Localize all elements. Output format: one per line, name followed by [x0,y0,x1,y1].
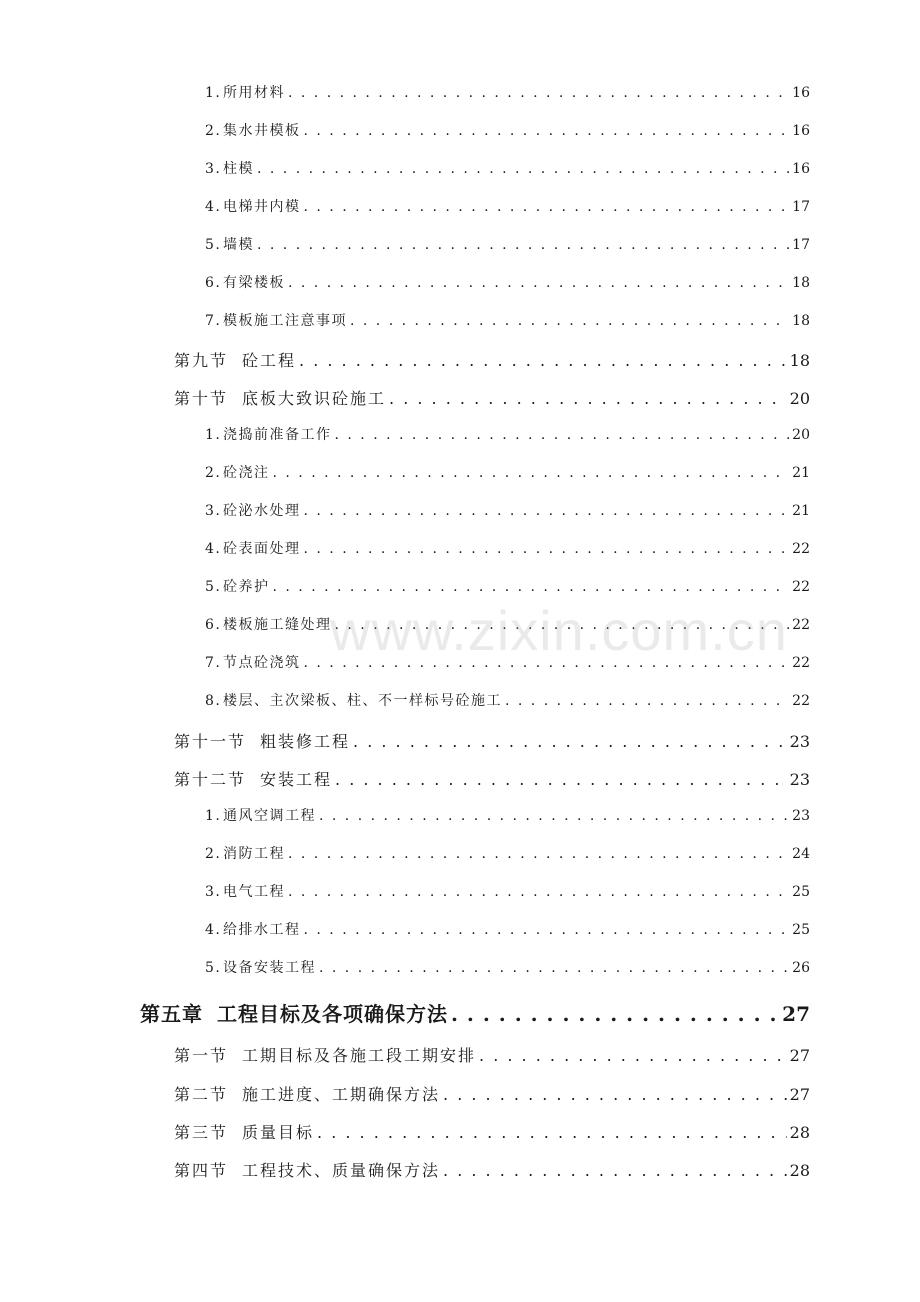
toc-entry-label [205,614,332,634]
dot-leader [304,503,790,519]
toc-entry-page-number: 27 [789,1085,810,1104]
dot-leader [273,579,790,595]
dot-leader [288,85,789,101]
toc-entry-number: 1. [205,85,222,101]
toc-entry-page-number: 20 [792,427,810,443]
toc-entry-number: 3. [205,161,222,177]
toc-entry-label [205,196,301,216]
toc-entry-title: 砼工程 [242,351,297,370]
dot-leader [335,427,790,443]
toc-entry-label [174,1120,314,1143]
dot-leader [443,1161,787,1180]
toc-entry-number: 5. [205,237,222,253]
toc-entry-page-number: 28 [789,1123,810,1142]
toc-entry-title: 安装工程 [260,770,333,789]
toc-entry-page-number: 27 [789,1046,810,1065]
toc-entry-number: 1. [205,427,222,443]
toc-entry-title: 工程目标及各项确保方法 [217,1002,448,1026]
toc-entry[interactable] [205,310,810,330]
toc-entry-page-number: 26 [792,960,810,976]
toc-entry-number: 8. [205,693,222,709]
dot-leader [304,541,790,557]
toc-entry-page-number: 17 [792,199,810,215]
toc-entry[interactable] [205,424,810,444]
toc-entry-title: 楼板施工缝处理 [223,617,332,633]
dot-leader [389,389,787,408]
toc-entry-number: 3. [205,503,222,519]
dot-leader [288,275,789,291]
toc-entry-title: 集水井模板 [223,123,301,139]
toc-entry-label [205,462,270,482]
toc-entry-label [205,652,301,672]
dot-leader [335,770,787,789]
toc-entry[interactable] [205,158,810,178]
dot-leader [350,313,789,329]
toc-entry-label [205,957,316,977]
dot-leader [257,237,789,253]
toc-entry-label [174,386,386,409]
toc-entry-title: 给排水工程 [223,922,301,938]
toc-entry-number: 第十节 [174,389,229,408]
toc-entry-title: 墙模 [223,237,254,253]
toc-entry-number: 第四节 [174,1161,229,1180]
toc-entry-page-number: 16 [792,123,810,139]
toc-entry-page-number: 21 [792,465,810,481]
toc-entry[interactable] [205,500,810,520]
toc-entry-label [205,881,285,901]
toc-entry-page-number: 20 [789,389,810,408]
toc-entry-page-number: 21 [792,503,810,519]
toc-entry-title: 砼养护 [223,579,270,595]
toc-entry-label [205,500,301,520]
toc-entry-label [205,805,316,825]
toc-entry[interactable] [205,843,810,863]
toc-entry[interactable] [205,120,810,140]
toc-entry-number: 6. [205,275,222,291]
toc-entry-label [205,690,502,710]
toc-entry-title: 电气工程 [223,884,285,900]
toc-entry-label [205,424,332,444]
toc-entry-page-number: 18 [792,275,810,291]
toc-entry-number: 2. [205,465,222,481]
toc-entry-page-number: 22 [792,617,810,633]
toc-entry-title: 底板大致识砼施工 [242,389,387,408]
toc-entry[interactable] [205,538,810,558]
toc-entry-page-number: 23 [789,770,810,789]
toc-entry-title: 浇捣前准备工作 [223,427,332,443]
toc-entry[interactable] [205,234,810,254]
toc-entry-page-number: 16 [792,161,810,177]
toc-entry-title: 工程技术、质量确保方法 [242,1161,441,1180]
toc-entry-label [205,234,254,254]
dot-leader [299,351,787,370]
toc-entry[interactable] [205,690,810,710]
dot-leader [304,123,790,139]
toc-entry-number: 4. [205,922,222,938]
toc-entry-number: 第一节 [174,1046,229,1065]
toc-entry-label [205,538,301,558]
dot-leader [304,922,790,938]
toc-entry-number: 2. [205,846,222,862]
dot-leader [479,1046,787,1065]
toc-entry-title: 粗装修工程 [260,732,351,751]
dot-leader [505,693,789,709]
toc-entry-page-number: 23 [792,808,810,824]
toc-entry-title: 砼浇注 [223,465,270,481]
toc-entry-number: 3. [205,884,222,900]
toc-entry-number: 4. [205,541,222,557]
toc-entry[interactable] [205,957,810,977]
dot-leader [319,960,789,976]
toc-entry-label [205,120,301,140]
toc-entry-page-number: 18 [789,351,810,370]
toc-entry-number: 4. [205,199,222,215]
dot-leader [317,1123,787,1142]
toc-entry-label [174,1043,476,1066]
dot-leader [353,732,787,751]
dot-leader [451,1002,779,1026]
toc-entry-title: 节点砼浇筑 [223,655,301,671]
toc-entry[interactable] [174,1158,810,1181]
toc-entry-title: 电梯井内模 [223,199,301,215]
toc-entry-page-number: 22 [792,579,810,595]
toc-entry[interactable] [205,462,810,482]
toc-entry-number: 第二节 [174,1085,229,1104]
toc-entry-page-number: 22 [792,541,810,557]
toc-entry-title: 模板施工注意事项 [223,313,347,329]
toc-entry-page-number: 18 [792,313,810,329]
toc-entry-number: 第三节 [174,1123,229,1142]
toc-entry-page-number: 23 [789,732,810,751]
dot-leader [257,161,789,177]
toc-entry-number: 第十二节 [174,770,247,789]
toc-entry-number: 5. [205,960,222,976]
toc-entry-label [205,919,301,939]
toc-entry-title: 楼层、主次梁板、柱、不一样标号砼施工 [223,693,502,709]
toc-entry-title: 柱模 [223,161,254,177]
toc-entry-number: 第九节 [174,351,229,370]
toc-entry-label [174,1082,440,1105]
toc-entry-number: 第十一节 [174,732,247,751]
toc-entry-page-number: 22 [792,655,810,671]
toc-entry-label [205,576,270,596]
toc-entry-number: 6. [205,617,222,633]
toc-entry-number: 1. [205,808,222,824]
dot-leader [304,199,790,215]
toc-entry-page-number: 25 [792,884,810,900]
toc-entry-title: 有梁楼板 [223,275,285,291]
toc-entry-number: 7. [205,655,222,671]
dot-leader [273,465,790,481]
toc-entry-title: 通风空调工程 [223,808,316,824]
toc-entry-label [174,729,350,752]
toc-entry[interactable] [174,1082,810,1105]
toc-entry[interactable] [174,386,810,409]
dot-leader [319,808,789,824]
toc-entry-title: 质量目标 [242,1123,315,1142]
toc-entry[interactable] [205,805,810,825]
toc-entry-title: 砼泌水处理 [223,503,301,519]
toc-entry-number: 第五章 [140,1002,203,1026]
toc-entry[interactable] [205,272,810,292]
toc-entry-label [205,158,254,178]
toc-entry-number: 5. [205,579,222,595]
toc-entry-title: 消防工程 [223,846,285,862]
toc-entry-number: 7. [205,313,222,329]
toc-entry-number: 2. [205,123,222,139]
dot-leader [443,1085,787,1104]
toc-entry-title: 施工进度、工期确保方法 [242,1085,441,1104]
toc-entry[interactable] [174,1120,810,1143]
toc-entry-label [205,82,285,102]
toc-entry[interactable] [174,767,810,790]
toc-entry-page-number: 16 [792,85,810,101]
toc-entry-page-number: 28 [789,1161,810,1180]
toc-entry[interactable] [174,348,810,371]
toc-entry-title: 砼表面处理 [223,541,301,557]
dot-leader [288,846,789,862]
toc-entry-label [140,998,448,1027]
toc-entry[interactable] [205,82,810,102]
toc-entry-title: 设备安装工程 [223,960,316,976]
toc-entry-page-number: 22 [792,693,810,709]
toc-entry[interactable] [205,196,810,216]
toc-entry-label [205,310,347,330]
toc-entry-page-number: 27 [782,1002,810,1026]
toc-entry-title: 工期目标及各施工段工期安排 [242,1046,477,1065]
toc-entry-page-number: 25 [792,922,810,938]
toc-entry[interactable] [205,881,810,901]
toc-entry[interactable] [140,998,810,1027]
toc-entry-label [174,1158,440,1181]
toc-entry[interactable] [205,919,810,939]
toc-entry-label [174,348,296,371]
toc-entry-label [205,843,285,863]
toc-entry-page-number: 17 [792,237,810,253]
toc-entry-label [205,272,285,292]
toc-entry[interactable] [174,1043,810,1066]
toc-entry[interactable] [205,576,810,596]
toc-entry-label [174,767,332,790]
watermark: www.zixin.com.cn [330,599,788,662]
dot-leader [288,884,789,900]
toc-entry-title: 所用材料 [223,85,285,101]
toc-entry-page-number: 24 [792,846,810,862]
toc-entry[interactable] [174,729,810,752]
